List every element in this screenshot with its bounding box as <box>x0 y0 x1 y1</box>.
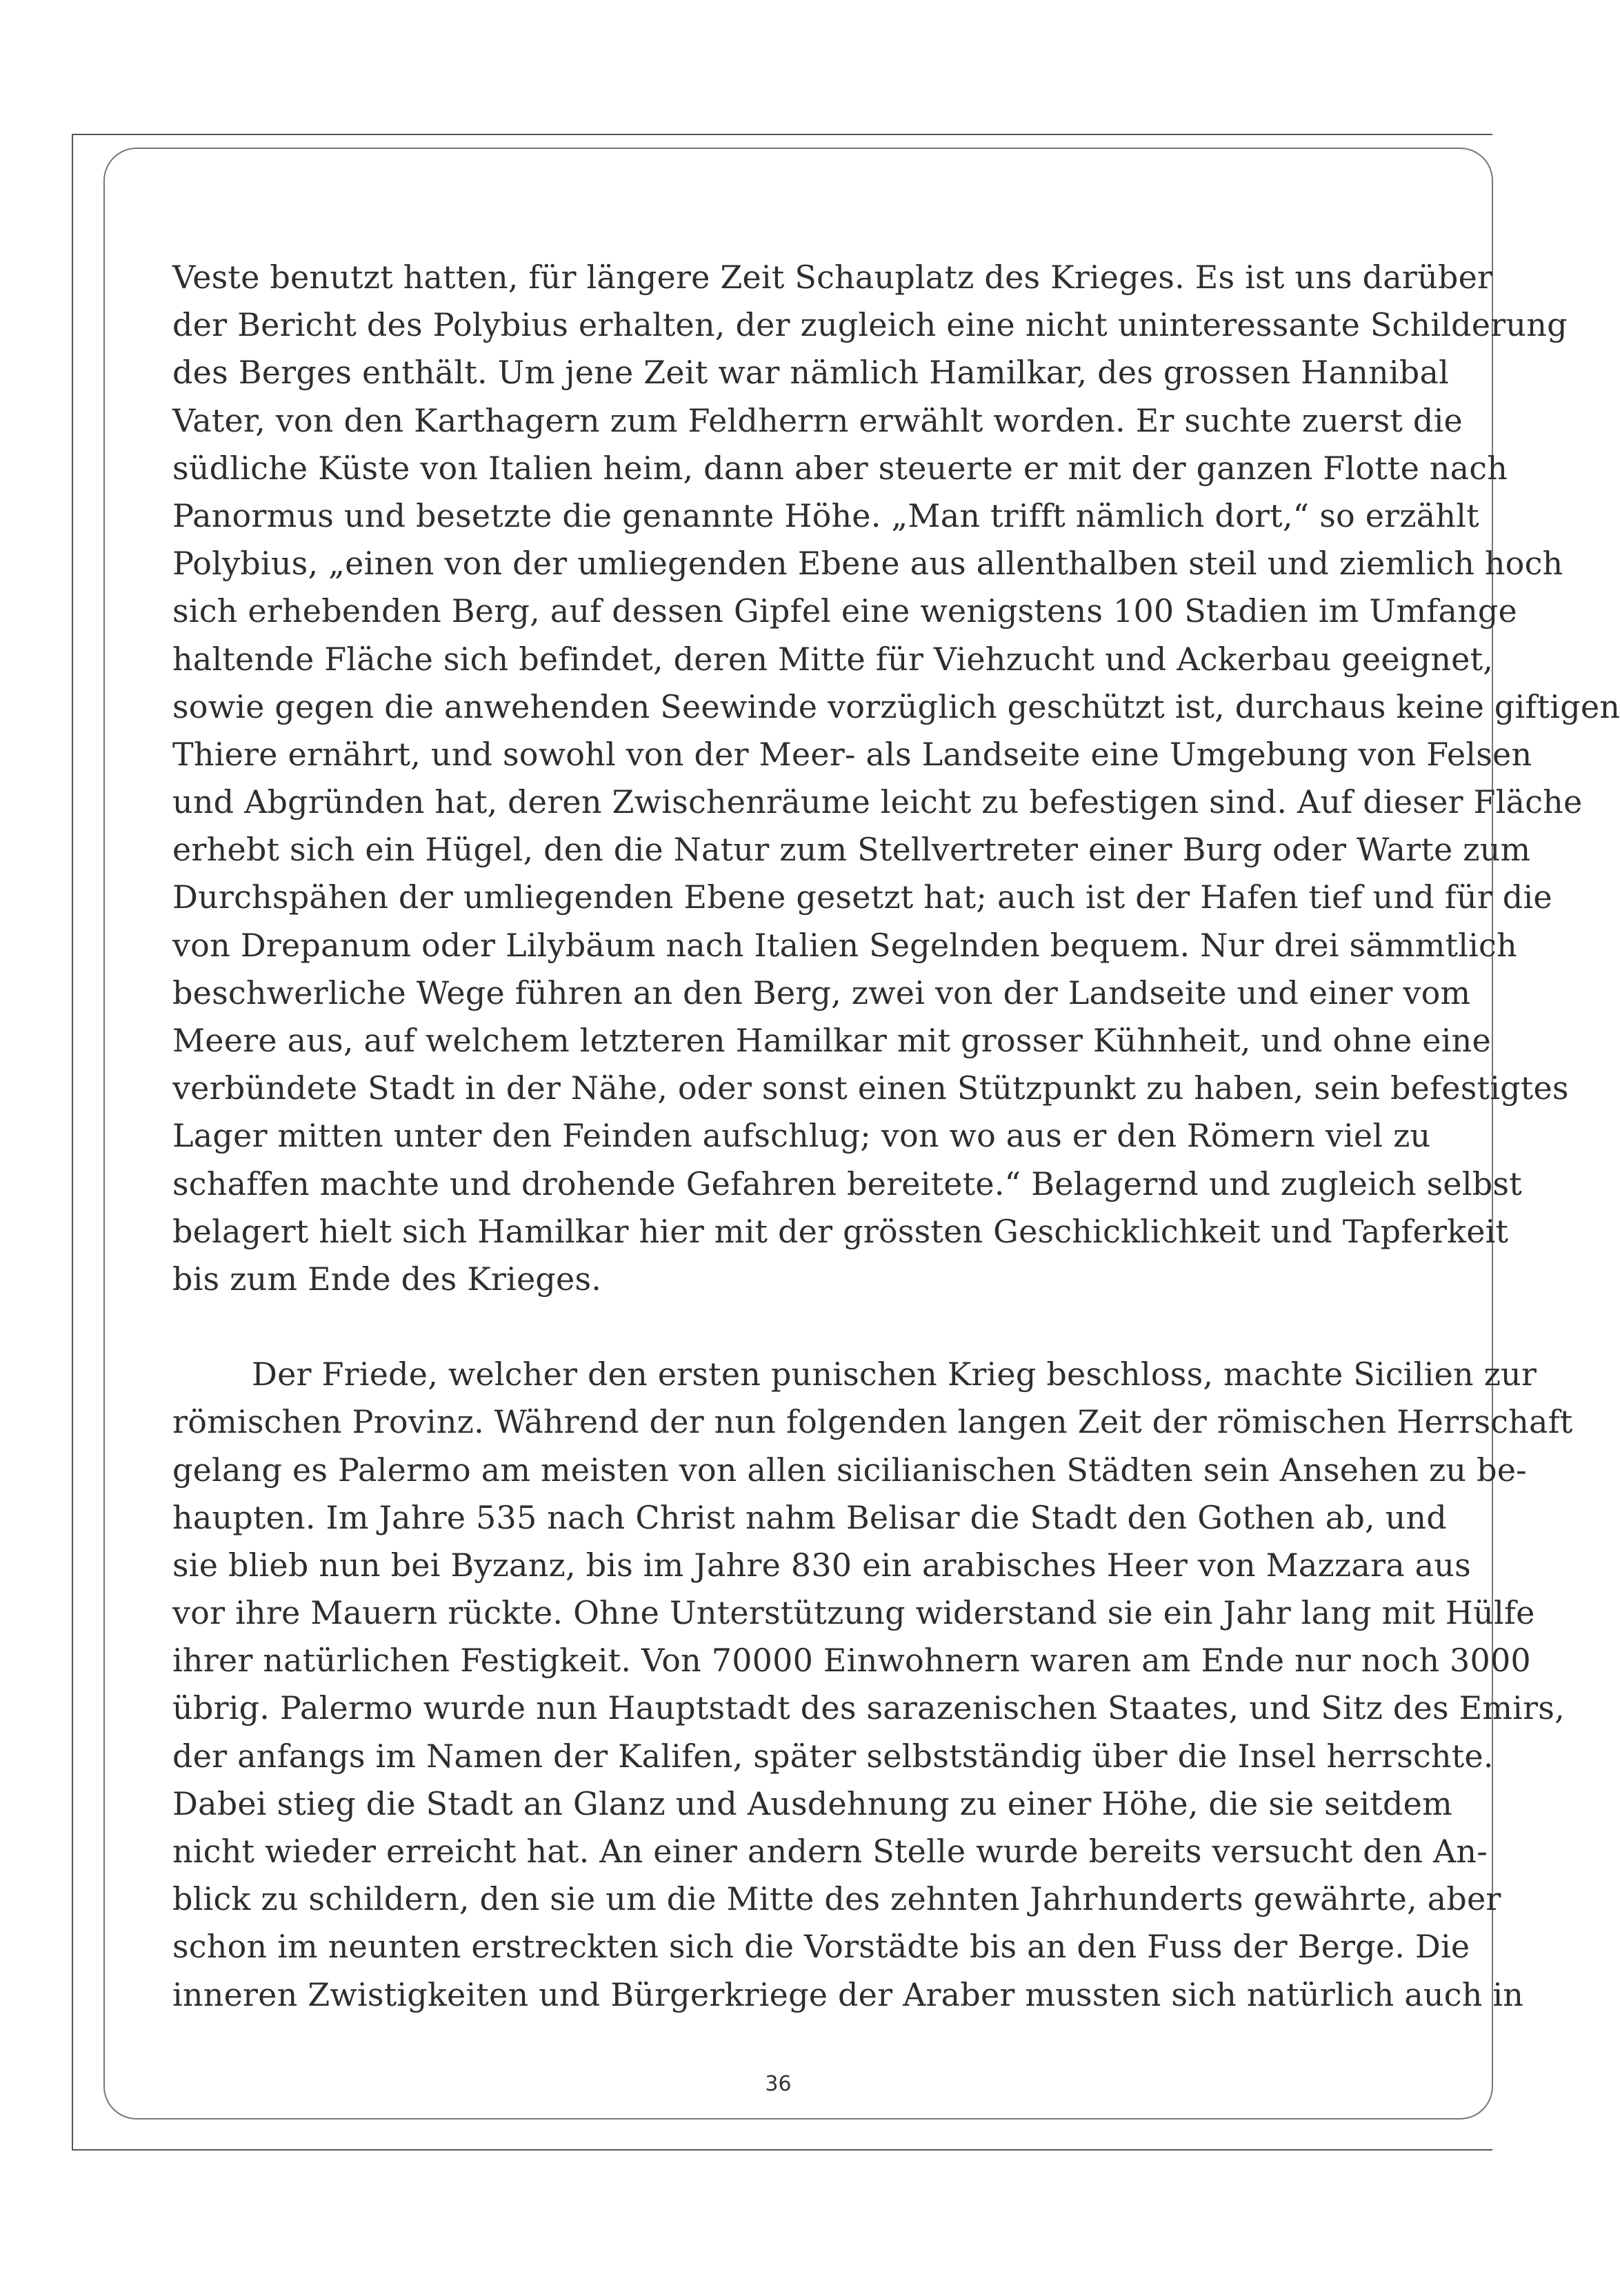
text-line: Thiere ernährt, und sowohl von der Meer- als Landseite eine Umgebung von Felsen <box>172 735 1532 773</box>
text-line: römischen Provinz. Während der nun folgenden langen Zeit der römischen Herrschaft <box>172 1403 1573 1441</box>
text-line: haltende Fläche sich befindet, deren Mitte für Viehzucht und Ackerbau geeignet, <box>172 640 1494 678</box>
text-line: Der Friede, welcher den ersten punischen Krieg beschloss, machte Sicilien zur <box>252 1356 1537 1393</box>
text-line: Meere aus, auf welchem letzteren Hamilkar mit grosser Kühnheit, und ohne eine <box>172 1022 1491 1059</box>
text-line: von Drepanum oder Lilybäum nach Italien Segelnden bequem. Nur drei sämmtlich <box>172 926 1517 964</box>
text-line: Polybius, „einen von der umliegenden Ebene aus allenthalben steil und ziemlich hoch <box>172 545 1563 583</box>
text-line: schaffen machte und drohende Gefahren bereitete.“ Belagernd und zugleich selbst <box>172 1165 1522 1202</box>
text-line: sich erhebenden Berg, auf dessen Gipfel eine wenigstens 100 Stadien im Umfange <box>172 592 1517 630</box>
text-line: Durchspähen der umliegenden Ebene gesetzt hat; auch ist der Hafen tief und für die <box>172 878 1552 916</box>
text-line: Vater, von den Karthagern zum Feldherrn erwählt worden. Er suchte zuerst die <box>172 401 1463 439</box>
text-line: schon im neunten erstreckten sich die Vorstädte bis an den Fuss der Berge. Die <box>172 1928 1470 1966</box>
text-line: gelang es Palermo am meisten von allen sicilianischen Städten sein Ansehen zu be- <box>172 1451 1527 1489</box>
text-line: sowie gegen die anwehenden Seewinde vorzüglich geschützt ist, durchaus keine giftigen <box>172 687 1620 725</box>
text-line: ihrer natürlichen Festigkeit. Von 70000 Einwohnern waren am Ende nur noch 3000 <box>172 1642 1531 1680</box>
text-line: Veste benutzt hatten, für längere Zeit Schauplatz des Krieges. Es ist uns darüber <box>172 259 1493 296</box>
paragraph-2 <box>172 1351 1573 2019</box>
text-line: der Bericht des Polybius erhalten, der zugleich eine nicht uninteressante Schilderung <box>172 306 1568 344</box>
text-line: erhebt sich ein Hügel, den die Natur zum Stellvertreter einer Burg oder Warte zum <box>172 831 1531 869</box>
text-line: bis zum Ende des Krieges. <box>172 1260 602 1298</box>
text-line: belagert hielt sich Hamilkar hier mit der grössten Geschicklichkeit und Tapferkeit <box>172 1212 1509 1250</box>
paragraph-gap <box>172 1303 1414 1351</box>
text-line: beschwerliche Wege führen an den Berg, zwei von der Landseite und einer vom <box>172 974 1471 1011</box>
text-line: Dabei stieg die Stadt an Glanz und Ausdehnung zu einer Höhe, die sie seitdem <box>172 1784 1452 1822</box>
text-line: Lager mitten unter den Feinden aufschlug; von wo aus er den Römern viel zu <box>172 1117 1431 1155</box>
text-line: nicht wieder erreicht hat. An einer andern Stelle wurde bereits versucht den An- <box>172 1833 1488 1870</box>
text-line: blick zu schildern, den sie um die Mitte des zehnten Jahrhunderts gewährte, aber <box>172 1880 1501 1918</box>
text-line: vor ihre Mauern rückte. Ohne Unterstützung widerstand sie ein Jahr lang mit Hülfe <box>172 1594 1535 1632</box>
text-line: sie blieb nun bei Byzanz, bis im Jahre 830 ein arabisches Heer von Mazzara aus <box>172 1546 1471 1584</box>
body-text <box>172 254 1620 2019</box>
text-line: und Abgründen hat, deren Zwischenräume leicht zu befestigen sind. Auf dieser Fläche <box>172 783 1583 821</box>
paragraph-1 <box>172 254 1620 1303</box>
text-line: des Berges enthält. Um jene Zeit war nämlich Hamilkar, des grossen Hannibal <box>172 354 1449 392</box>
text-line: Panormus und besetzte die genannte Höhe. „Man trifft nämlich dort,“ so erzählt <box>172 496 1479 534</box>
text-line: haupten. Im Jahre 535 nach Christ nahm Belisar die Stadt den Gothen ab, und <box>172 1498 1447 1536</box>
text-line: verbündete Stadt in der Nähe, oder sonst einen Stützpunkt zu haben, sein befestigtes <box>172 1069 1569 1107</box>
page-number: 36 <box>765 2072 792 2096</box>
text-line: südliche Küste von Italien heim, dann aber steuerte er mit der ganzen Flotte nach <box>172 449 1508 487</box>
text-line: inneren Zwistigkeiten und Bürgerkriege der Araber mussten sich natürlich auch in <box>172 1975 1524 2013</box>
text-line: der anfangs im Namen der Kalifen, später selbstständig über die Insel herrschte. <box>172 1737 1494 1775</box>
text-line: übrig. Palermo wurde nun Hauptstadt des sarazenischen Staates, und Sitz des Emirs, <box>172 1689 1565 1727</box>
